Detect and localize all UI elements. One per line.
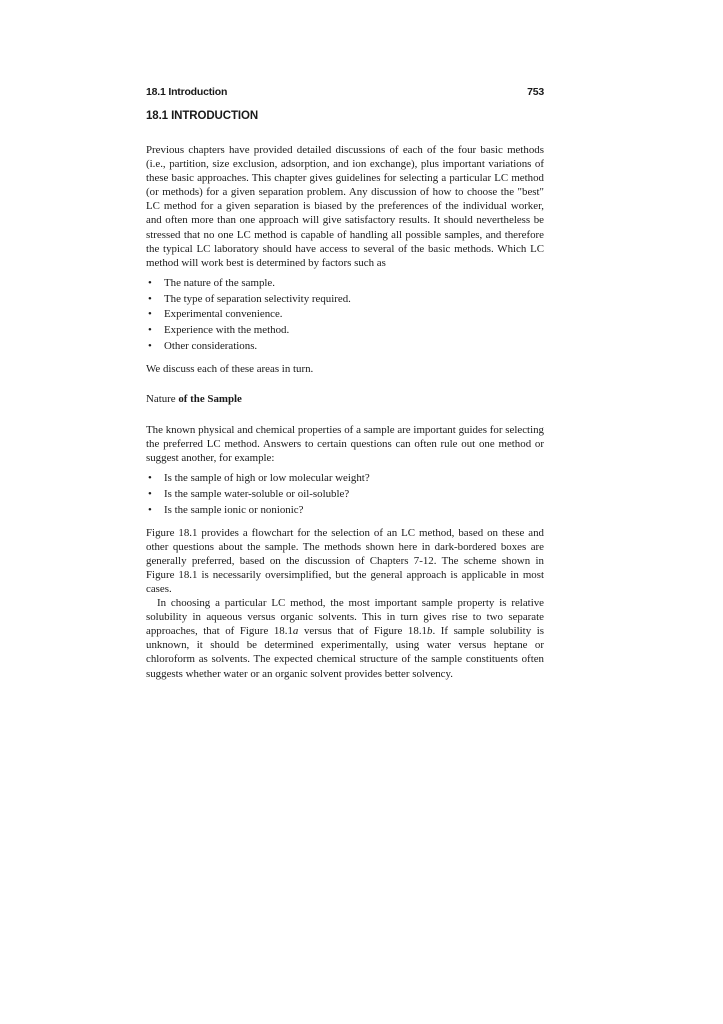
subsection-heading: Nature of the Sample [146,392,242,405]
bullet-icon: • [148,488,152,500]
book-page [146,86,544,681]
bullet-icon: • [148,472,152,485]
list-item: • Other considerations. [146,339,544,355]
running-header-section: 18.1 Introduction [146,86,228,98]
paragraph-flowchart: Figure 18.1 provides a flowchart for the selection of an LC method, based on these and other questions about the sample. The methods shown here in dark-bordered boxes are generally preferred, based on the discussion of Chapters 7-12. The scheme shown in Figure 18.1 is necessarily oversimplified, but the general approach is applicable in most cases. [146,526,544,595]
list-item: • The nature of the sample. [146,276,544,292]
bullet-icon: • [148,292,152,305]
paragraph-solubility: In choosing a particular LC method, the most important sample property is relative solubility in aqueous versus organic solvents. This in turn gives rise to two separate approaches, that of Figure 18.1a versus that of Figure 18.1b. If sample solubility is unknown, it should be determined experimentally, using water versus heptane or chloroform as solvents. The expected chemical structure of the sample constituents often suggests whether water or an organic solvent provides better solvency. [146,597,544,680]
list-item: • The type of separation selectivity required. [146,292,544,308]
paragraph-transition: We discuss each of these areas in turn. [146,362,314,375]
list-item: • Is the sample ionic or nonionic? [146,503,544,519]
bullet-icon: • [148,308,152,321]
section-title: 18.1 INTRODUCTION [146,110,259,122]
list-item: • Is the sample of high or low molecular weight? [146,471,544,487]
questions-list [146,471,544,518]
bullet-icon: • [148,340,152,353]
paragraph-intro: Previous chapters have provided detailed discussions of each of the four basic methods (i.e., partition, size exclusion, adsorption, and ion exchange), plus important variations of these basic approaches. This chapter gives guidelines for selecting a particular LC method (or methods) for a given separation problem. Any discussion of how to choose the "best" LC method for a given separation is biased by the preferences of the individual worker, and often more than one approach will give satisfactory results. It should nevertheless be stressed that no one LC method is capable of handling all possible samples, and therefore the typical LC laboratory should have access to several of the basic methods. Which LC method will work best is determined by factors such as [146,144,544,269]
page-number: 753 [527,86,544,98]
list-item: • Is the sample water-soluble or oil-soluble? [146,487,544,503]
bullet-icon: • [148,324,152,337]
running-header [146,86,544,98]
bullet-icon: • [148,276,152,289]
paragraph-sample-properties: The known physical and chemical properties of a sample are important guides for selecting the preferred LC method. Answers to certain questions can often rule out one method or suggest another, for example: [146,423,544,465]
list-item: • Experience with the method. [146,323,544,339]
list-item: • Experimental convenience. [146,307,544,323]
factors-list [146,276,544,355]
bullet-icon: • [148,503,152,516]
